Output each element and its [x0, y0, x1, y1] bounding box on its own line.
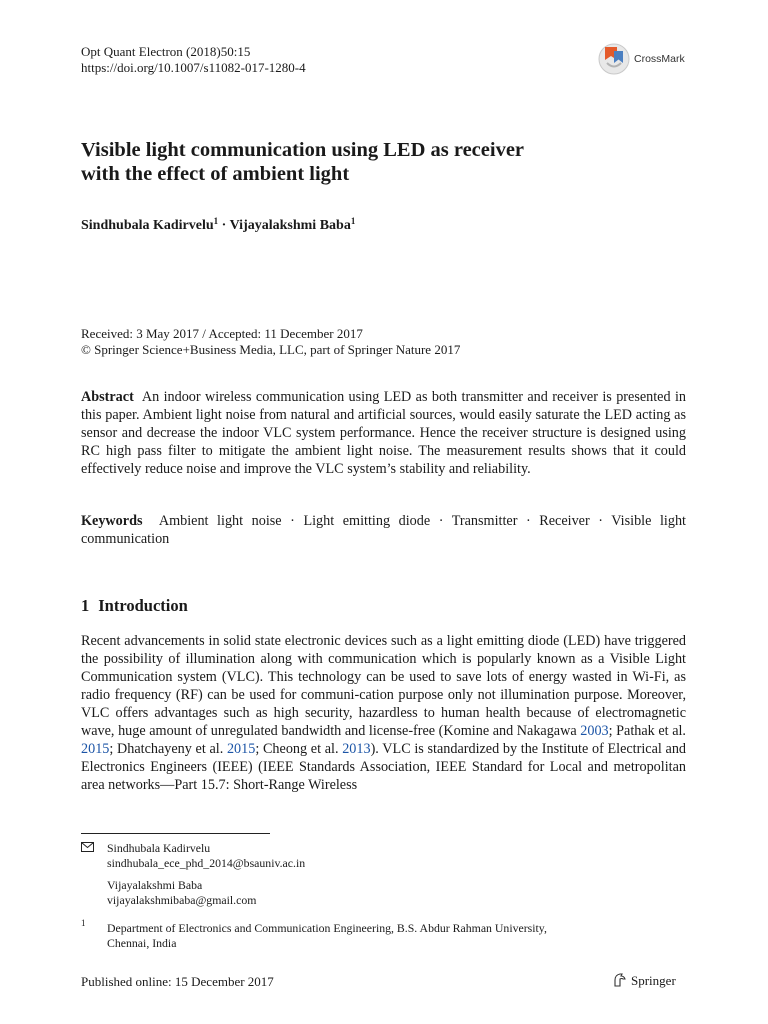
- footnote-author-name: Vijayalakshmi Baba: [107, 878, 203, 892]
- journal-citation: Opt Quant Electron (2018)50:15: [81, 44, 251, 59]
- publisher-name: Springer: [631, 973, 676, 988]
- body-text: Recent advancements in solid state electronic devices such as a light emitting diode (LED) have triggered the possibility of illumination along with communication which is popularly known as a Visible Light Communication system (VLC). This technology can be used to save lots of energy wasted in Wi-Fi, as radio frequency (RF) can be used for communi-cation purpose only not illumination purpose. Moreover, VLC offers advantages such as high security, hazardless to human health because of electromagnetic wave, huge amount of unregulated bandwidth and license-free (Komine and Nakagawa: [81, 633, 686, 739]
- crossmark-badge[interactable]: [597, 43, 689, 75]
- abstract: [81, 388, 686, 478]
- citation-link[interactable]: 2003: [580, 723, 609, 739]
- body-text: ; Cheong et al.: [255, 741, 343, 757]
- corresponding-author: [107, 841, 305, 871]
- body-text: ; Dhatchayeny et al.: [109, 741, 227, 757]
- published-online: Published online: 15 December 2017: [81, 974, 274, 989]
- journal-header: [81, 44, 306, 76]
- title-line-1: Visible light communication using LED as receiver: [81, 139, 525, 161]
- crossmark-label: CrossMark: [634, 53, 685, 65]
- co-author: [107, 878, 256, 908]
- publisher-logo: [612, 972, 676, 992]
- author-list: [81, 216, 355, 234]
- author-email[interactable]: vijayalakshmibaba@gmail.com: [107, 893, 257, 907]
- abstract-text: An indoor wireless communication using LED as both transmitter and receiver is presented in this paper. Ambient light noise from natural and artificial sources, would easily saturate the LED acting as sensor and decrease the indoor VLC system performance. Hence the receiver structure is designed using RC high pass filter to mitigate the ambient light noise. The measurement results shows that it could effectively reduce noise and improve the VLC system’s stability and reliability.: [81, 389, 687, 477]
- springer-horse-icon: [612, 972, 628, 992]
- keywords-text: Ambient light noise · Light emitting diode · Transmitter · Receiver · Visible light communication: [81, 513, 687, 547]
- affiliation-marker: 1: [213, 216, 219, 226]
- affiliation-marker: 1: [350, 216, 356, 226]
- author-name: Vijayalakshmi Baba: [229, 218, 351, 233]
- citation-link[interactable]: 2015: [81, 741, 110, 757]
- keywords: [81, 512, 686, 548]
- publication-dates: [81, 326, 460, 358]
- affiliation-line: Chennai, India: [107, 936, 177, 950]
- title-line-2: with the effect of ambient light: [81, 163, 350, 185]
- doi-link[interactable]: https://doi.org/10.1007/s11082-017-1280-4: [81, 60, 306, 75]
- section-title: Introduction: [98, 596, 188, 615]
- author-email[interactable]: sindhubala_ece_phd_2014@bsauniv.ac.in: [107, 856, 306, 870]
- crossmark-icon: [597, 43, 631, 75]
- article-title: [81, 138, 701, 186]
- citation-link[interactable]: 2013: [342, 741, 371, 757]
- section-heading: [81, 596, 188, 616]
- introduction-paragraph: [81, 632, 686, 794]
- section-number: 1: [81, 596, 90, 615]
- affiliation: [107, 921, 667, 951]
- author-separator: ·: [218, 218, 230, 233]
- copyright-notice: © Springer Science+Business Media, LLC, part of Springer Nature 2017: [81, 342, 461, 357]
- citation-link[interactable]: 2015: [226, 741, 256, 757]
- body-text: ). VLC is standardized by the Institute of Electrical and Electronics Engineers (IEEE) (IEEE Standards Association, IEEE Standard for Local and metropolitan area networks—Part 15.7: Short-Range Wireless: [81, 741, 687, 793]
- body-text: ; Pathak et al.: [608, 723, 686, 739]
- keywords-heading: Keywords: [81, 513, 143, 529]
- footnote-divider: [81, 833, 270, 834]
- footnote-author-name: Sindhubala Kadirvelu: [107, 841, 211, 855]
- author-name: Sindhubala Kadirvelu: [81, 218, 214, 233]
- affiliation-number: 1: [81, 918, 86, 928]
- received-accepted: Received: 3 May 2017 / Accepted: 11 December 2017: [81, 326, 363, 341]
- envelope-icon: [81, 840, 94, 856]
- affiliation-line: Department of Electronics and Communication Engineering, B.S. Abdur Rahman University,: [107, 921, 547, 935]
- abstract-heading: Abstract: [81, 389, 134, 405]
